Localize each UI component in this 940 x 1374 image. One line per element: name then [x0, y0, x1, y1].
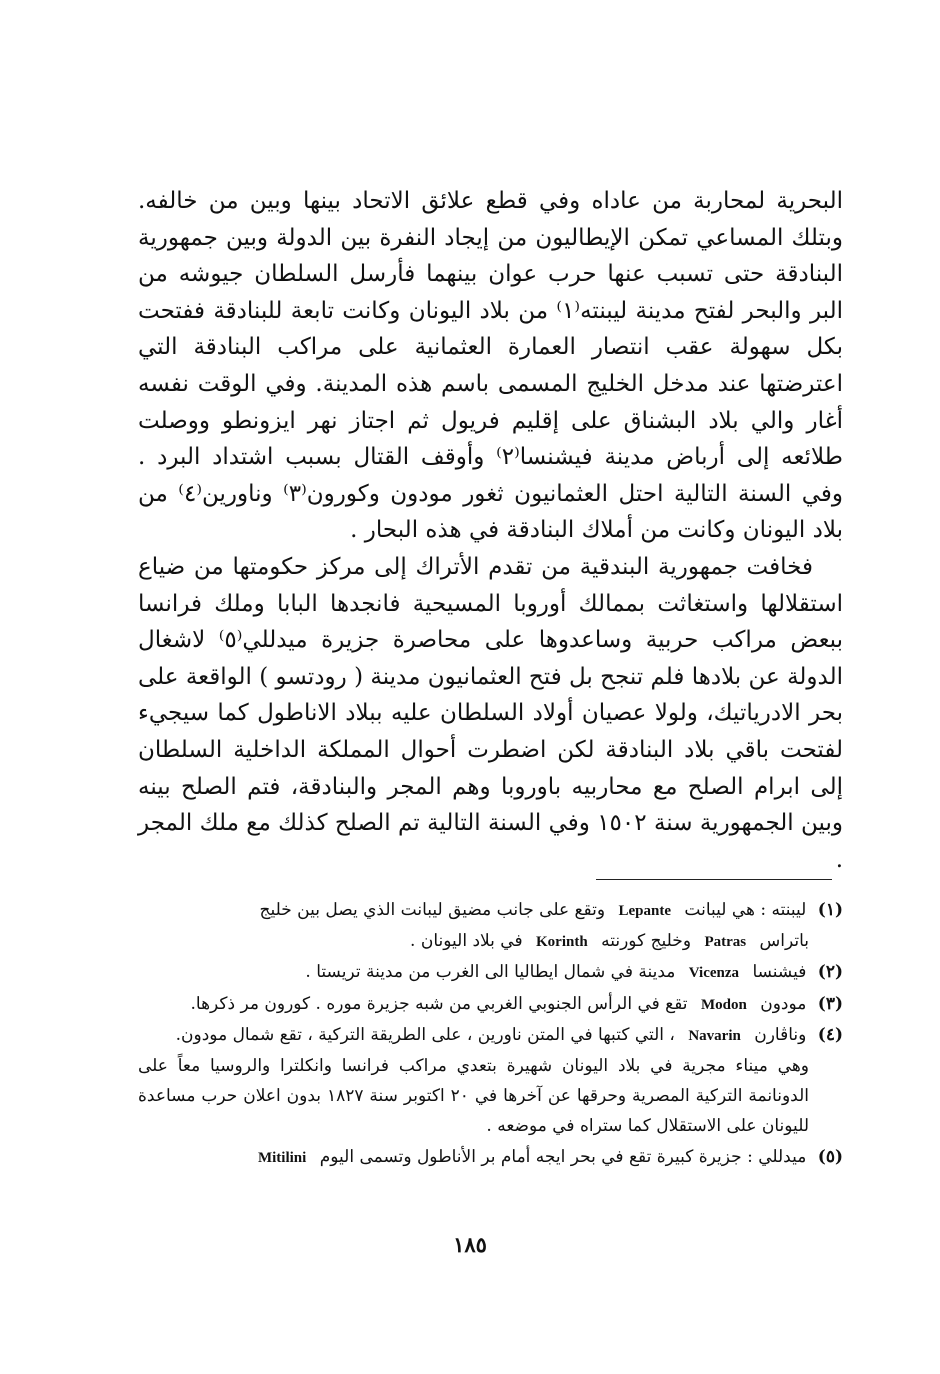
footnote-latin-term: Lepante [618, 903, 672, 919]
footnote-latin-term: Patras [704, 934, 747, 951]
body-paragraph: فخافت جمهورية البندقية من تقدم الأتراك إلى مركز حكومتها من ضياع استقلالها واستغاثت بممالك أوروبا المسيحية فانجدها البابا وملك فرانسا ببعض مراكب حربية وساعدوها على محاصرة جزيرة ميدللي⁽٥⁾ لاشغال الدولة عن بلادها فلم تنجح بل فتح العثمانيون مدينة ( رودتسو ) الواقعة على بحر الادرياتيك، ولولا عصيان أولاد السلطان عليه ببلاد الاناطول كما سيجيء لفتحت باقي بلاد البنادقة لكن اضطرت أحوال المملكة الداخلية السلطان إلى ابرام الصلح مع محاربيه باوروبا وهم المجر والبنادقة، فتم الصلح بينه وبين الجمهورية سنة ١٥٠٢ وفي السنة التالية تم الصلح كذلك مع ملك المجر . [138, 553, 844, 873]
footnote-latin-term: Korinth [536, 934, 588, 951]
footnote-text: ميدللي : جزيرة كبيرة تقع في بحر ايجه أمام بر الأناطول وتسمى اليوم [319, 1146, 807, 1167]
footnote-3 [138, 989, 843, 1020]
footnote-separator [596, 879, 832, 880]
footnote-text: وتقع على جانب مضيق ليبانت الذي يصل بين خليج [259, 900, 606, 920]
footnote-number: (٥) [817, 1146, 843, 1167]
main-text [138, 183, 843, 878]
footnote-text: مودون [760, 993, 807, 1014]
footnote-text: فيشنسا [752, 962, 807, 983]
footnote-text: باتراس [759, 931, 809, 952]
footnote-number: (٣) [817, 993, 843, 1014]
footnote-continuation [138, 926, 843, 957]
footnote-text: مدينة في شمال ايطاليا الى الغرب من مدينة تريستا . [305, 962, 676, 983]
footnotes [138, 895, 843, 1173]
footnote-text: تقع في الرأس الجنوبي الغربي من شبه جزيرة موره . كورون مر ذكرها. [190, 993, 688, 1014]
footnote-1 [138, 895, 843, 957]
footnote-number: (٤) [817, 1024, 843, 1045]
footnote-text: ، التي كتبها في المتن ناورين ، على الطريقة التركية ، تقع شمال مودون. [175, 1024, 675, 1045]
page-number: ١٨٥ [453, 1232, 487, 1257]
footnote-latin-term: Vicenza [688, 965, 740, 982]
footnote-number: (٢) [817, 962, 843, 983]
footnote-number: (١) [817, 900, 843, 920]
footnote-latin-term: Mitilini [257, 1149, 307, 1166]
body-paragraph: البحرية لمحاربة من عاداه وفي قطع علائق الاتحاد بينها وبين من خالفه. وبتلك المساعي تمكن الإيطاليون من إيجاد النفرة بين الدولة وبين جمهورية البنادقة حتى تسبب عنها حرب عوان بينهما فأرسل السلطان جيوشه من البر والبحر لفتح مدينة ليبنته⁽١⁾ من بلاد اليونان وكانت تابعة للبنادقة ففتحت بكل سهولة عقب انتصار العمارة العثمانية على مراكب البنادقة التي اعترضتها عند مدخل الخليج المسمى باسم هذه المدينة. وفي الوقت نفسه أغار والي بلاد البشناق على إقليم فريول ثم اجتاز نهر ايزونطو ووصلت طلائعه إلى أرباض مدينة فيشنسا⁽٢⁾ وأوقف القتال بسبب اشتداد البرد . وفي السنة التالية احتل العثمانيون ثغور مودون وكورون⁽٣⁾ وناورين⁽٤⁾ من بلاد اليونان وكانت من أملاك البنادقة في هذه البحار . [138, 188, 844, 544]
footnote-5 [138, 1142, 843, 1173]
footnote-text: ليبنته : هي ليبانت [684, 900, 807, 920]
footnote-text: وخليج كورنته [601, 931, 692, 952]
footnote-text: في بلاد اليونان . [410, 931, 523, 952]
footnote-2 [138, 957, 843, 988]
footnote-continuation: وهي ميناء مجرية في بلاد اليونان شهيرة بتعدي مراكب فرانسا وانكلترا والروسيا معاً على الدونانمة التركية المصرية وحرقها عن آخرها في ٢٠ اكتوبر سنة ١٨٢٧ بدون اعلان حرب مساعدة لليونان على الاستقلال كما ستراه في موضعه . [138, 1056, 809, 1137]
footnote-text: وناڤارن [754, 1024, 807, 1045]
footnote-4 [138, 1020, 843, 1142]
footnote-latin-term: Modon [700, 996, 747, 1013]
footnote-latin-term: Navarin [688, 1027, 741, 1044]
